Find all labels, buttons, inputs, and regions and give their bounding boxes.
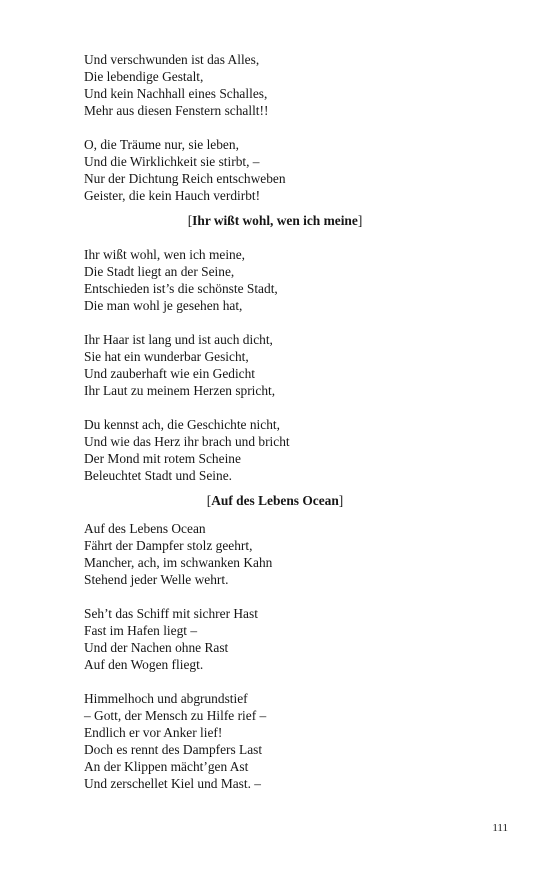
verse-line: Mancher, ach, im schwanken Kahn [84, 555, 273, 570]
poem-title [84, 492, 466, 509]
verse-line: Doch es rennt des Dampfers Last [84, 742, 263, 757]
poem-continuation [84, 51, 484, 204]
title-bracket-close: ] [338, 493, 344, 508]
verse-line: Der Mond mit rotem Scheine [84, 451, 241, 466]
verse-line: Ihr Laut zu meinem Herzen spricht, [84, 383, 276, 398]
verse-line: Und wie das Herz ihr brach und bricht [84, 434, 290, 449]
stanza [84, 136, 484, 204]
verse-line: Seh’t das Schiff mit sichrer Hast [84, 606, 258, 621]
page-text [84, 51, 484, 792]
verse-line: Entschieden ist’s die schönste Stadt, [84, 281, 278, 296]
stanza [84, 605, 484, 673]
verse-line: Und kein Nachhall eines Schalles, [84, 86, 268, 101]
stanza [84, 520, 484, 588]
stanza [84, 246, 484, 314]
page-number: 111 [492, 822, 508, 834]
verse-line: Auf des Lebens Ocean [84, 521, 206, 536]
poem-body [84, 520, 484, 792]
title-bracket-open: [ [206, 493, 212, 508]
verse-line: Stehend jeder Welle wehrt. [84, 572, 229, 587]
verse-line: O, die Träume nur, sie leben, [84, 137, 239, 152]
verse-line: Fast im Hafen liegt – [84, 623, 198, 638]
verse-line: Und zerschellet Kiel und Mast. – [84, 776, 262, 791]
verse-line: Und verschwunden ist das Alles, [84, 52, 260, 67]
stanza [84, 690, 484, 792]
verse-line: Beleuchtet Stadt und Seine. [84, 468, 233, 483]
verse-line: Auf den Wogen fliegt. [84, 657, 204, 672]
verse-line: Und zauberhaft wie ein Gedicht [84, 366, 256, 381]
title-bracket-close: ] [357, 213, 363, 228]
poem-title-text: Auf des Lebens Ocean [211, 493, 339, 508]
verse-line: Die Stadt liegt an der Seine, [84, 264, 235, 279]
verse-line: – Gott, der Mensch zu Hilfe rief – [84, 708, 267, 723]
verse-line: Nur der Dichtung Reich entschweben [84, 171, 286, 186]
verse-line: Ihr Haar ist lang und ist auch dicht, [84, 332, 273, 347]
verse-line: Und die Wirklichkeit sie stirbt, – [84, 154, 260, 169]
verse-line: Geister, die kein Hauch verdirbt! [84, 188, 261, 203]
verse-line: Sie hat ein wunderbar Gesicht, [84, 349, 249, 364]
verse-line: An der Klippen mächt’gen Ast [84, 759, 249, 774]
poem-body [84, 246, 484, 484]
stanza [84, 51, 484, 119]
verse-line: Ihr wißt wohl, wen ich meine, [84, 247, 246, 262]
verse-line: Die man wohl je gesehen hat, [84, 298, 243, 313]
verse-line: Mehr aus diesen Fenstern schallt!! [84, 103, 269, 118]
stanza [84, 416, 484, 484]
title-bracket-open: [ [187, 213, 193, 228]
verse-line: Du kennst ach, die Geschichte nicht, [84, 417, 280, 432]
stanza [84, 331, 484, 399]
verse-line: Himmelhoch und abgrundstief [84, 691, 248, 706]
poem-title [84, 212, 466, 229]
verse-line: Fährt der Dampfer stolz geehrt, [84, 538, 253, 553]
verse-line: Endlich er vor Anker lief! [84, 725, 223, 740]
verse-line: Und der Nachen ohne Rast [84, 640, 229, 655]
verse-line: Die lebendige Gestalt, [84, 69, 204, 84]
poem-title-text: Ihr wißt wohl, wen ich meine [192, 213, 358, 228]
